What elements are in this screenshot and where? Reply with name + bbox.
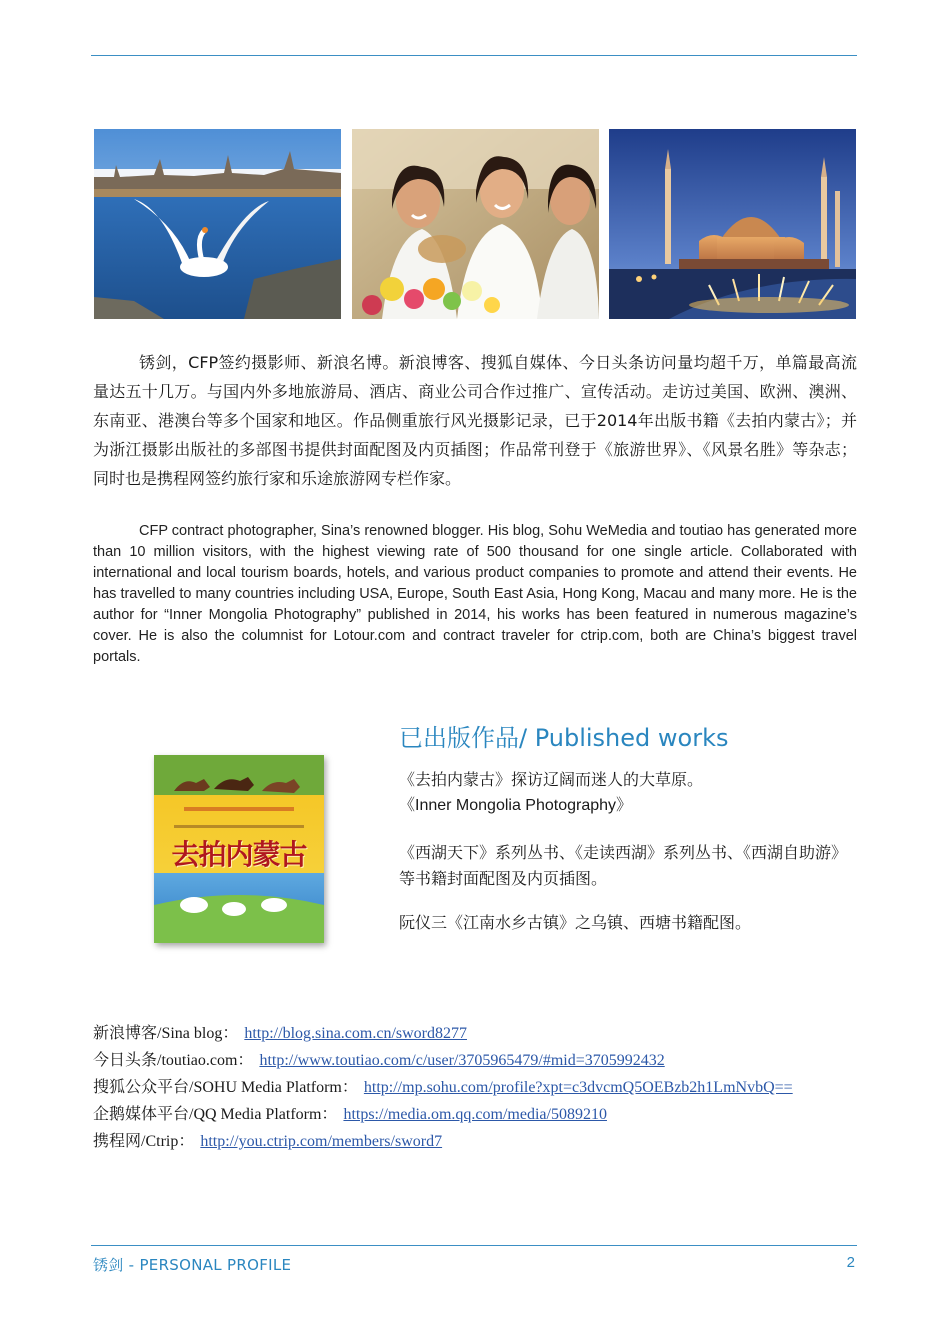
link-row-qq (93, 1101, 793, 1128)
social-links-list (93, 1020, 793, 1155)
bio-chinese: 锈剑，CFP签约摄影师、新浪名博。新浪博客、搜狐自媒体、今日头条访问量均超千万，单篇最高流量达五十几万。与国内外多地旅游局、酒店、商业公司合作过推广、宣传活动。走访过美国、欧洲、澳洲、东南亚、港澳台等多个国家和地区。作品侧重旅行风光摄影记录，已于2014年出版书籍《去拍内蒙古》；并为浙江摄影出版社的多部图书提供封面配图及内页插图；作品常刊登于《旅游世界》、《风景名胜》等杂志；同时也是携程网签约旅行家和乐途旅游网专栏作家。 (93, 353, 857, 488)
published-line-2: 《Inner Mongolia Photography》 (399, 797, 633, 814)
photo-hagia-sophia-night (609, 129, 856, 319)
link-row-sohu (93, 1074, 793, 1101)
bio-english: CFP contract photographer, Sina’s renowned blogger. His blog, Sohu WeMedia and toutiao has generated more than 10 million visitors, with the highest viewing rate of 500 thousand for one single article. Collaborated with international and local tourism boards, hotels, and various product companies to promote and attend their events. He has travelled to many countries including USA, Europe, South East Asia, Hong Kong, Macau and many more. He is the author for “Inner Mongolia Photography” published in 2014, his works has been featured in numerous magazine’s cover. He is also the columnist for Lotour.com and contract traveler for ctrip.com, both are China’s biggest travel portals. (93, 523, 857, 665)
sina-blog-link[interactable]: http://blog.sina.com.cn/sword8277 (244, 1025, 467, 1042)
link-label: 携程网/Ctrip： (93, 1133, 195, 1150)
qq-media-link[interactable]: https://media.om.qq.com/media/5089210 (343, 1106, 607, 1123)
published-works-heading: 已出版作品/ Published works (399, 724, 729, 752)
footer-rule (91, 1245, 857, 1246)
ctrip-link[interactable]: http://you.ctrip.com/members/sword7 (200, 1133, 443, 1150)
page-number: 2 (846, 1254, 855, 1271)
book-cover-title: 去拍内蒙古 (171, 838, 307, 871)
header-rule (91, 55, 857, 56)
link-row-sina (93, 1020, 793, 1047)
photo-girls-flowers (352, 129, 599, 319)
sohu-link[interactable]: http://mp.sohu.com/profile?xpt=c3dvcmQ5OEBzb2h1LmNvbQ== (363, 1079, 793, 1096)
link-label: 新浪博客/Sina blog： (93, 1025, 239, 1042)
published-line-3: 《西湖天下》系列丛书、《走读西湖》系列丛书、《西湖自助游》等书籍封面配图及内页插图。 (399, 843, 848, 888)
photo-swan-river (94, 129, 341, 319)
published-line-1: 《去拍内蒙古》探访辽阔而迷人的大草原。 (399, 770, 704, 789)
link-row-ctrip (93, 1128, 793, 1155)
published-line-4: 阮仪三《江南水乡古镇》之乌镇、西塘书籍配图。 (399, 913, 752, 932)
book-cover-image (154, 755, 324, 943)
footer-title: 锈剑 - PERSONAL PROFILE (93, 1256, 292, 1274)
link-row-toutiao (93, 1047, 793, 1074)
link-label: 搜狐公众平台/SOHU Media Platform： (93, 1079, 358, 1096)
toutiao-link[interactable]: http://www.toutiao.com/c/user/3705965479/#mid=3705992432 (259, 1052, 665, 1069)
link-label: 今日头条/toutiao.com： (93, 1052, 254, 1069)
link-label: 企鹅媒体平台/QQ Media Platform： (93, 1106, 338, 1123)
